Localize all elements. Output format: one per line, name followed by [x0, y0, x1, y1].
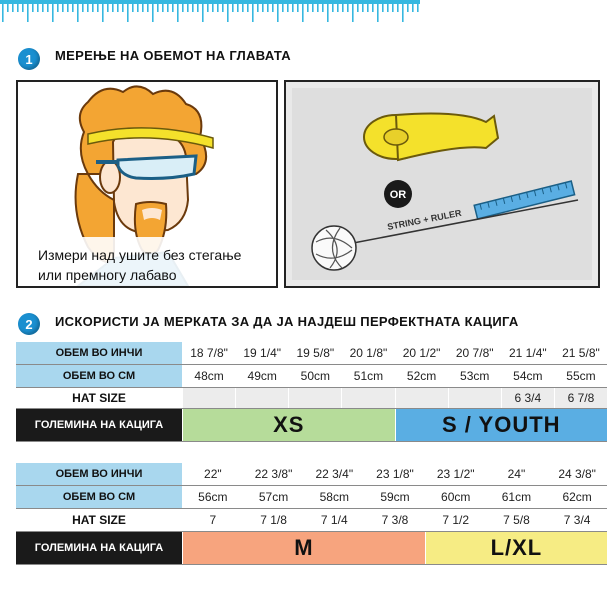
table1-label-inches: ОБЕМ ВО ИНЧИ: [16, 342, 182, 364]
table2-cm-cell: 60cm: [426, 486, 486, 508]
table1-inches-cell: 19 1/4": [236, 342, 288, 364]
ruler-graphic: [0, 0, 420, 30]
table2-size-1: L/XL: [426, 532, 607, 564]
row-divider: [16, 408, 607, 409]
measure-caption: [38, 245, 241, 285]
table1-cm-cell: 55cm: [555, 365, 607, 387]
table1-hat-cell: 6 7/8: [555, 388, 607, 408]
table1-hat-cell: [396, 388, 448, 408]
or-label: OR: [389, 189, 407, 201]
table1-cm-cell: 51cm: [342, 365, 394, 387]
table2-size-0: M: [183, 532, 425, 564]
caption-line-1: Измери над ушите без стегање: [38, 247, 242, 263]
row-divider: [16, 387, 607, 388]
table2-hat-cell: 7 1/8: [244, 509, 304, 531]
table1-inches-cell: 20 7/8": [449, 342, 501, 364]
table2-inches-cell: 22": [183, 463, 243, 485]
table1-cm-cell: 53cm: [449, 365, 501, 387]
table1-inches-cell: 21 5/8": [555, 342, 607, 364]
table1-hat-cell: [449, 388, 501, 408]
head-measuring-panel: [16, 80, 278, 288]
table1-inches-cell: 21 1/4": [502, 342, 554, 364]
table2-hat-cell: 7 3/4: [547, 509, 607, 531]
row-divider: [16, 364, 607, 365]
row-divider: [16, 441, 607, 442]
table1-inches-cell: 19 5/8": [289, 342, 341, 364]
table1-label-size: ГОЛЕМИНА НА КАЦИГА: [16, 409, 182, 441]
table2-cm-cell: 56cm: [183, 486, 243, 508]
table2-inches-cell: 23 1/8": [365, 463, 425, 485]
row-divider: [16, 485, 607, 486]
table2-label-size: ГОЛЕМИНА НА КАЦИГА: [16, 532, 182, 564]
table2-inches-cell: 24 3/8": [547, 463, 607, 485]
table1-label-hat: HAT SIZE: [16, 388, 182, 408]
section-2-title: ИСКОРИСТИ ЈА МЕРКАТА ЗА ДА ЈА НАЈДЕШ ПЕРФЕКТНАТА КАЦИГА: [55, 314, 519, 329]
table1-cm-cell: 48cm: [183, 365, 235, 387]
table2-inches-cell: 22 3/4": [304, 463, 364, 485]
table1-inches-cell: 20 1/8": [342, 342, 394, 364]
table2-cm-cell: 62cm: [547, 486, 607, 508]
table1-size-1: S / YOUTH: [396, 409, 607, 441]
table2-hat-cell: 7 3/8: [365, 509, 425, 531]
tools-panel: [284, 80, 600, 288]
step-2-badge: 2: [18, 313, 40, 335]
table2-cm-cell: 59cm: [365, 486, 425, 508]
table1-inches-cell: 20 1/2": [396, 342, 448, 364]
table2-inches-cell: 23 1/2": [426, 463, 486, 485]
table2-label-cm: ОБЕМ ВО СМ: [16, 486, 182, 508]
table2-hat-cell: 7 5/8: [487, 509, 547, 531]
table1-cm-cell: 54cm: [502, 365, 554, 387]
table2-label-inches: ОБЕМ ВО ИНЧИ: [16, 463, 182, 485]
table1-hat-cell: [183, 388, 235, 408]
table1-cm-cell: 49cm: [236, 365, 288, 387]
table2-hat-cell: 7 1/4: [304, 509, 364, 531]
table1-hat-cell: [342, 388, 394, 408]
step-1-badge: 1: [18, 48, 40, 70]
table1-inches-cell: 18 7/8": [183, 342, 235, 364]
table2-hat-cell: 7 1/2: [426, 509, 486, 531]
table2-cm-cell: 61cm: [487, 486, 547, 508]
table1-hat-cell: [236, 388, 288, 408]
table2-cm-cell: 58cm: [304, 486, 364, 508]
table2-hat-cell: 7: [183, 509, 243, 531]
string-ruler-label: STRING + RULER: [386, 207, 463, 232]
table2-cm-cell: 57cm: [244, 486, 304, 508]
row-divider: [16, 564, 607, 565]
table1-label-cm: ОБЕМ ВО СМ: [16, 365, 182, 387]
caption-line-2: или премногу лабаво: [38, 267, 177, 283]
section-1-title: МЕРЕЊЕ НА ОБЕМОТ НА ГЛАВАТА: [55, 48, 291, 63]
table2-inches-cell: 24": [487, 463, 547, 485]
row-divider: [16, 531, 607, 532]
table2-inches-cell: 22 3/8": [244, 463, 304, 485]
row-divider: [16, 508, 607, 509]
table1-hat-cell: 6 3/4: [502, 388, 554, 408]
size-table-1: [16, 342, 607, 444]
tape-and-string-illustration: [286, 82, 598, 286]
table1-cm-cell: 52cm: [396, 365, 448, 387]
table1-hat-cell: [289, 388, 341, 408]
table1-size-0: XS: [183, 409, 395, 441]
table2-label-hat: HAT SIZE: [16, 509, 182, 531]
table1-cm-cell: 50cm: [289, 365, 341, 387]
size-table-2: [16, 463, 607, 567]
